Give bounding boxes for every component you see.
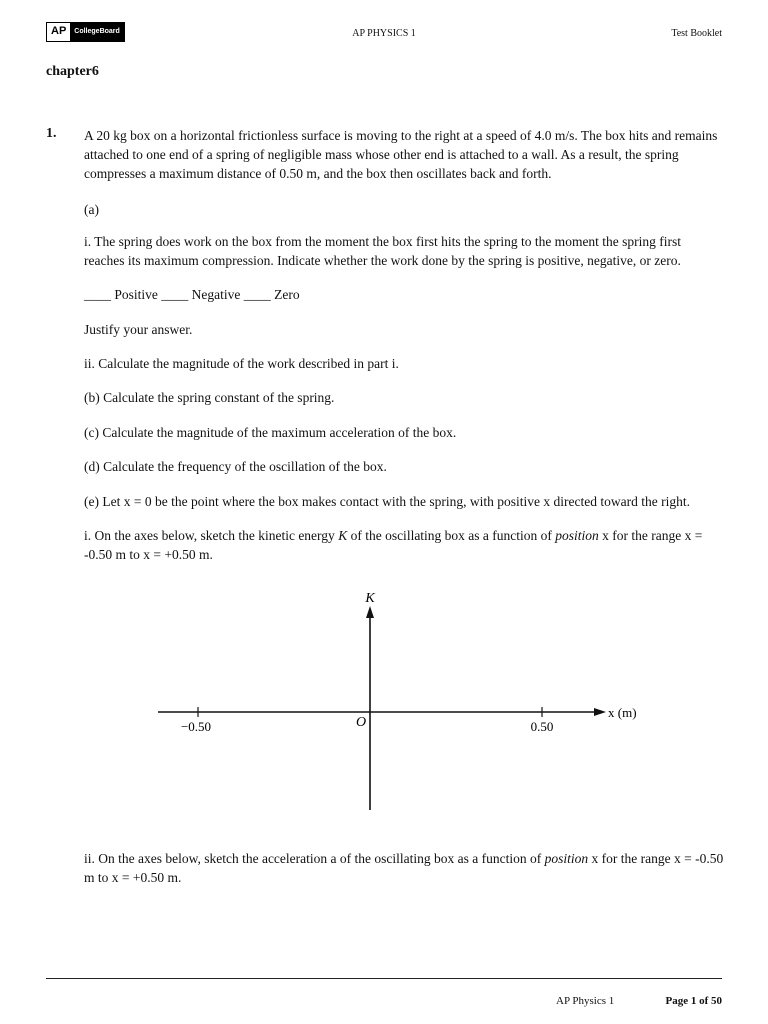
page-header <box>46 22 722 44</box>
kinetic-energy-symbol: K <box>338 528 348 543</box>
kinetic-energy-axes <box>150 588 650 816</box>
logo-collegeboard-text: CollegeBoard <box>70 23 124 41</box>
question-number: 1. <box>46 126 57 141</box>
logo-ap-text: AP <box>47 23 70 41</box>
part-d-text: (d) Calculate the frequency of the oscillation of the box. <box>84 459 387 474</box>
part-e-i-text-a: i. On the axes below, sketch the kinetic energy <box>84 528 339 543</box>
y-axis-label: K <box>365 591 375 606</box>
x-axis-label: x (m) <box>608 705 637 720</box>
tick-pos-label: 0.50 <box>530 719 554 734</box>
x-axis-arrow-icon <box>594 708 606 716</box>
footer-course: AP Physics 1 <box>556 995 615 1007</box>
part-a-i-text: i. The spring does work on the box from the moment the box first hits the spring to the moment the spring first reaches its maximum compression. Indicate whether the work done by the spring is positive, negative, or zero. <box>84 234 682 268</box>
question-intro: A 20 kg box on a horizontal frictionless surface is moving to the right at a speed of 4.0 m/s. The box hits and remains attached to one end of a spring of negligible mass whose other end is attached to a wall. As a result, the spring compresses a maximum distance of 0.50 m, and the box then oscillates back and forth. <box>84 128 718 181</box>
part-e-i-text-c: x for the range x = -0.50 m to x = +0.50 m. <box>84 528 703 562</box>
tick-neg-label: −0.50 <box>180 719 212 734</box>
position-word: position <box>555 528 599 543</box>
chapter-title: chapter6 <box>46 64 99 79</box>
part-c-text: (c) Calculate the magnitude of the maximum acceleration of the box. <box>84 425 457 440</box>
part-e-text: (e) Let x = 0 be the point where the box makes contact with the spring, with positive x directed toward the right. <box>84 494 690 509</box>
part-e-ii-text-b: x for the range x = -0.50 m to x = +0.50 m. <box>84 851 724 885</box>
justify-prompt: Justify your answer. <box>84 322 193 337</box>
footer-page-number: Page 1 of 50 <box>665 995 722 1007</box>
footer-divider <box>46 978 722 979</box>
position-word: position <box>544 851 589 866</box>
part-e-i-text-b: of the oscillating box as a function of <box>347 528 556 543</box>
part-e-i-text <box>84 526 724 564</box>
part-a-label: (a) <box>84 202 99 217</box>
origin-label: O <box>355 715 367 730</box>
part-e-ii-text-a: ii. On the axes below, sketch the acceleration a of the oscillating box as a function of <box>84 851 545 866</box>
part-b-text: (b) Calculate the spring constant of the spring. <box>84 390 335 405</box>
y-axis-arrow-icon <box>366 606 374 618</box>
header-booklet-label: Test Booklet <box>671 28 722 39</box>
header-title: AP PHYSICS 1 <box>352 28 416 39</box>
part-e-ii-text <box>84 849 724 887</box>
answer-choices: ____ Positive ____ Negative ____ Zero <box>84 287 300 302</box>
part-a-ii-text: ii. Calculate the magnitude of the work described in part i. <box>84 356 399 371</box>
